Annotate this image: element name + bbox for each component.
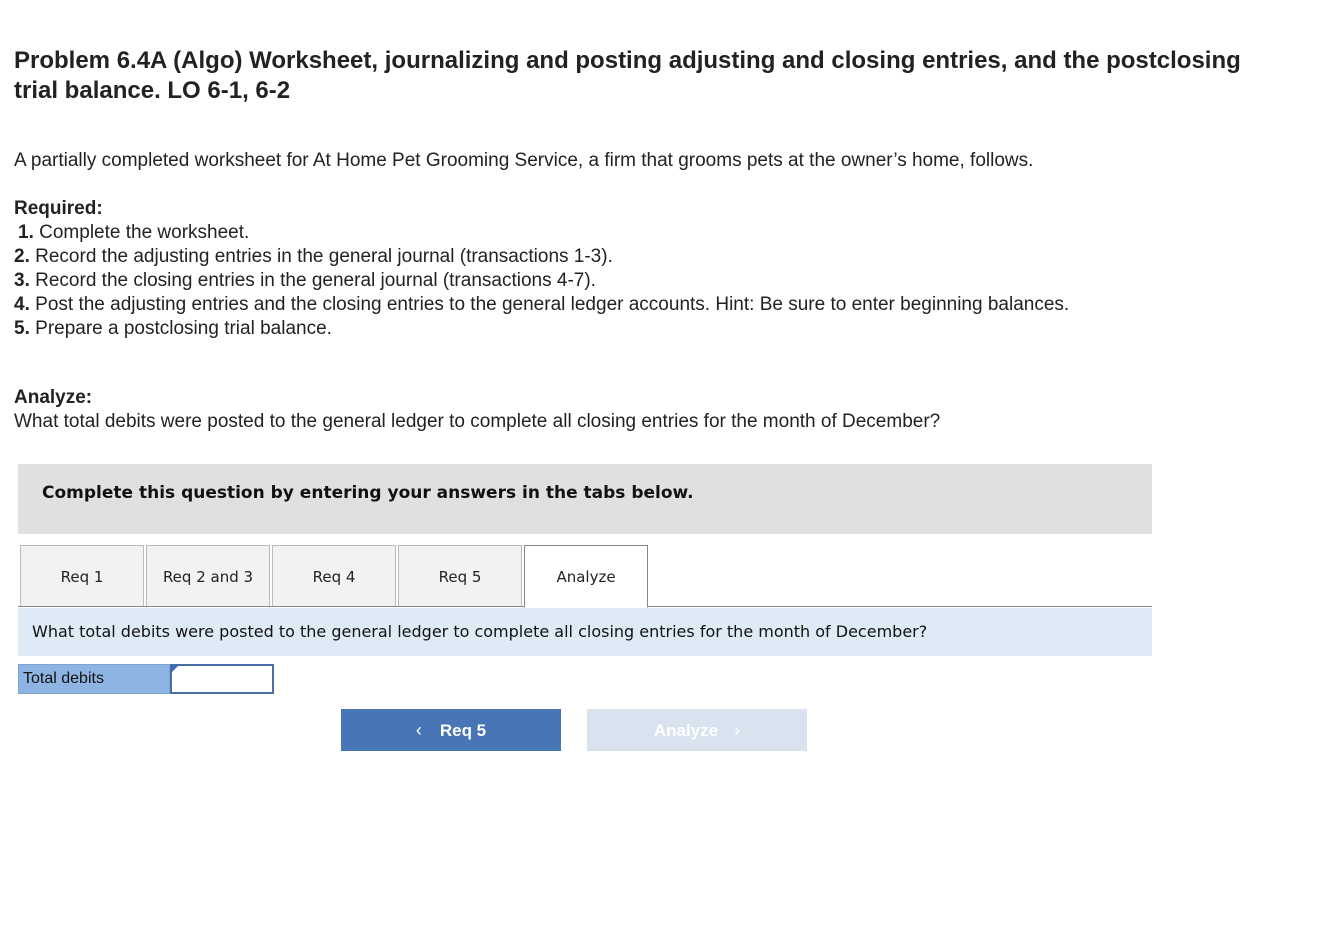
question-text: What total debits were posted to the general ledger to complete all closing entries for the month of December? <box>32 622 928 641</box>
prev-req-5-button[interactable] <box>341 709 561 751</box>
chevron-left-icon: ‹ <box>415 720 422 740</box>
instruction-banner <box>18 464 1152 534</box>
total-debits-input[interactable] <box>170 664 274 694</box>
requirement-item <box>14 293 1069 317</box>
chevron-right-icon: › <box>734 720 741 740</box>
analyze-question: What total debits were posted to the general ledger to complete all closing entries for the month of December? <box>14 411 941 432</box>
problem-title: Problem 6.4A (Algo) Worksheet, journalizing and posting adjusting and closing entries, and the postclosing trial balance. LO 6-1, 6-2 <box>14 47 1241 104</box>
requirement-number: 3. <box>14 270 30 291</box>
tab-req-4[interactable]: Req 4 <box>272 545 396 606</box>
input-marker-icon <box>171 665 179 673</box>
tab-req-1[interactable]: Req 1 <box>20 545 144 606</box>
requirement-item <box>14 269 1069 293</box>
requirement-text: Prepare a postclosing trial balance. <box>35 318 332 339</box>
problem-intro: A partially completed worksheet for At Home Pet Grooming Service, a firm that grooms pets at the owner’s home, follows. <box>14 150 1034 171</box>
requirement-text: Record the closing entries in the general journal (transactions 4-7). <box>35 270 596 291</box>
tab-strip <box>18 545 1152 607</box>
prev-button-label: Req 5 <box>439 721 487 740</box>
next-button-label: Analyze <box>653 721 719 740</box>
tab-analyze[interactable]: Analyze <box>524 545 648 608</box>
requirement-text: Record the adjusting entries in the general journal (transactions 1-3). <box>35 246 613 267</box>
requirement-item <box>14 245 1069 269</box>
requirement-number: 5. <box>14 318 30 339</box>
next-analyze-button[interactable] <box>587 709 807 751</box>
requirements-list <box>14 221 1069 341</box>
requirement-number: 1. <box>18 222 34 243</box>
answer-row <box>18 664 275 694</box>
requirement-item <box>14 221 1069 245</box>
banner-text: Complete this question by entering your answers in the tabs below. <box>42 483 694 503</box>
requirement-item <box>14 317 1069 341</box>
requirement-number: 2. <box>14 246 30 267</box>
analyze-heading: Analyze: <box>14 387 93 408</box>
required-heading: Required: <box>14 198 103 219</box>
tab-req-2-and-3[interactable]: Req 2 and 3 <box>146 545 270 606</box>
tab-req-5[interactable]: Req 5 <box>398 545 522 606</box>
requirement-number: 4. <box>14 294 30 315</box>
requirement-text: Post the adjusting entries and the closing entries to the general ledger accounts. Hint: Be sure to enter beginning balances. <box>35 294 1070 315</box>
total-debits-label: Total debits <box>18 664 170 694</box>
requirement-text: Complete the worksheet. <box>39 222 250 243</box>
question-bar <box>18 608 1152 656</box>
